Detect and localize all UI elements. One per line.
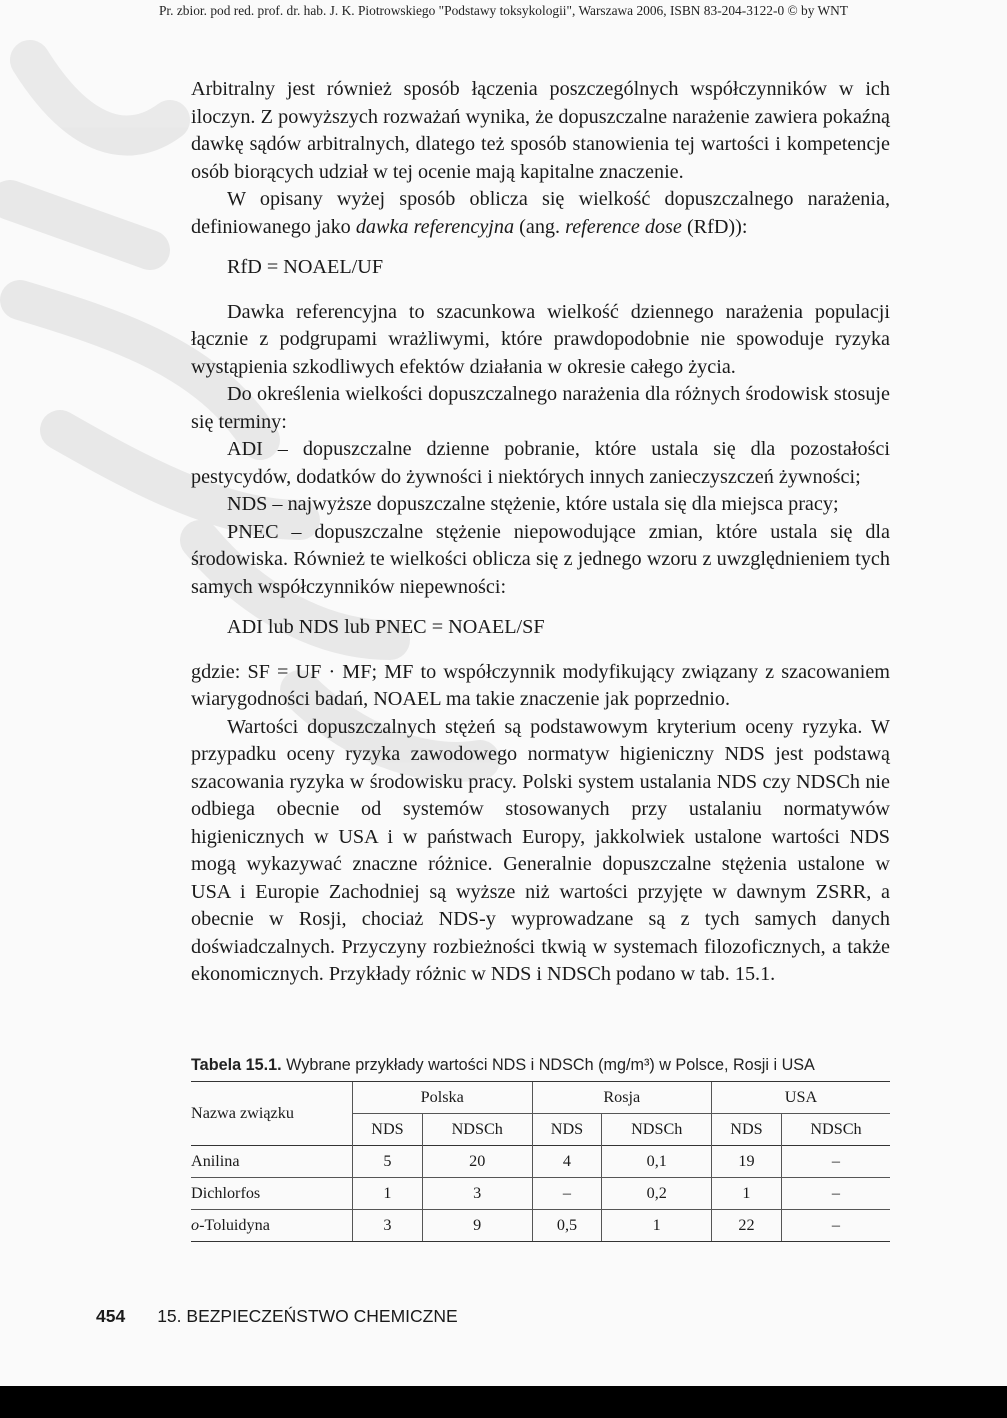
table-cell: 0,1 — [602, 1146, 712, 1178]
table-cell: 0,5 — [532, 1210, 602, 1242]
watermark-stroke — [30, 60, 170, 136]
paragraph: Wartości dopuszczalnych stężeń są podstawowym kryterium oceny ryzyka. W przypadku oceny ryzyka zawodowego normatyw higieniczny NDS jest podstawą szacowania ryzyka w środowisku pracy. Polski system ustalania NDS czy NDSCh nie odbiega obecnie od systemów stosowanych przy ustalaniu normatywów higienicznych w USA i w państwach Europy, jakkolwiek ustalone wartości NDS mogą wykazywać znaczne różnice. Generalnie dopuszczalne stężenia ustalone w USA i Europie Zachodniej są wyższe niż wartości przyjęte w dawnym ZSRR, a obecnie w Rosji, chociaż NDS-y wyprowadzane są z tych samych danych doświadczalnych. Przyczyny rozbieżności tkwią w systemach filozoficznych, a także ekonomicznych. Przykłady różnic w NDS i NDSCh podano w tab. 15.1. — [191, 715, 890, 985]
table-cell: – — [781, 1146, 890, 1178]
paragraph: Dawka referencyjna to szacunkowa wielkość dziennego narażenia populacji łącznie z podgrupami wrażliwymi, które prawdopodobnie nie spowoduje ryzyka wystąpienia szkodliwych efektów działania w okresie całego życia. — [191, 300, 890, 378]
compound-name: o-Toluidyna — [191, 1210, 353, 1242]
table-row — [191, 1146, 890, 1178]
paragraph: Do określenia wielkości dopuszczalnego narażenia dla różnych środowisk stosuje się terminy: — [191, 383, 890, 433]
paragraph: gdzie: SF = UF · MF; MF to współczynnik modyfikujący związany z szacowaniem wiarygodności badań, NOAEL ma takie znaczenie jak poprzednio. — [191, 660, 890, 710]
subheader: NDS — [712, 1114, 782, 1146]
subheader: NDSCh — [781, 1114, 890, 1146]
table-cell: 3 — [422, 1178, 532, 1210]
table-cell: 3 — [353, 1210, 423, 1242]
group-header: Rosja — [532, 1082, 712, 1114]
group-header: USA — [712, 1082, 891, 1114]
paragraph-rfd-definition: W opisany wyżej sposób oblicza się wielkość dopuszczalnego narażenia, definiowanego jako dawka referencyjna (ang. reference dose (RfD)): — [191, 188, 890, 238]
main-text — [191, 76, 890, 989]
definition-adi: ADI – dopuszczalne dzienne pobranie, które ustala się dla pozostałości pestycydów, dodatków do żywności i niektórych innych zanieczyszczeń żywności; — [191, 438, 890, 488]
table-cell: 22 — [712, 1210, 782, 1242]
subheader: NDSCh — [422, 1114, 532, 1146]
definition-nds: NDS – najwyższe dopuszczalne stężenie, które ustala się dla miejsca pracy; — [227, 493, 839, 515]
table-cell: – — [532, 1178, 602, 1210]
watermark-stroke — [10, 200, 150, 250]
subheader: NDS — [353, 1114, 423, 1146]
formula-adi: ADI lub NDS lub PNEC = NOAEL/SF — [227, 616, 545, 638]
compound-name: Dichlorfos — [191, 1178, 353, 1210]
running-header: Pr. zbior. pod red. prof. dr. hab. J. K. Piotrowskiego "Podstawy toksykologii", Warszawa 2006, ISBN 83-204-3122-0 © by WNT — [158, 3, 848, 18]
table-cell: 5 — [353, 1146, 423, 1178]
table-cell: 4 — [532, 1146, 602, 1178]
compound-name: Anilina — [191, 1146, 353, 1178]
column-header-compound: Nazwa związku — [191, 1082, 353, 1146]
table-15-1 — [191, 1056, 890, 1242]
table-cell: 9 — [422, 1210, 532, 1242]
paragraph: Arbitralny jest również sposób łączenia poszczególnych współczynników w ich iloczyn. Z powyższych rozważań wynika, że dopuszczalne narażenie zawiera pokaźną dawkę sądów arbitralnych, dlatego też sposób stanowienia tej wartości i kompetencje osób biorących udział w tej ocenie mają kapitalne znaczenie. — [191, 78, 890, 183]
chapter-title: 15. BEZPIECZEŃSTWO CHEMICZNE — [157, 1306, 458, 1326]
table-cell: 1 — [712, 1178, 782, 1210]
table-caption: Tabela 15.1. Wybrane przykłady wartości NDS i NDSCh (mg/m³) w Polsce, Rosji i USA — [191, 1056, 815, 1074]
table-cell: – — [781, 1210, 890, 1242]
group-header: Polska — [353, 1082, 533, 1114]
page-number: 454 — [96, 1306, 126, 1326]
table-cell: 20 — [422, 1146, 532, 1178]
table-cell: 19 — [712, 1146, 782, 1178]
definition-pnec: PNEC – dopuszczalne stężenie niepowodujące zmian, które ustala się dla środowiska. Również te wielkości oblicza się z jednego wzoru z uwzględnieniem tych samych współczynników niepewności: — [191, 520, 890, 598]
formula-rfd: RfD = NOAEL/UF — [227, 256, 384, 278]
subheader: NDS — [532, 1114, 602, 1146]
table-row — [191, 1178, 890, 1210]
table-cell: – — [781, 1178, 890, 1210]
table-cell: 0,2 — [602, 1178, 712, 1210]
nds-table — [191, 1081, 890, 1242]
table-cell: 1 — [602, 1210, 712, 1242]
table-cell: 1 — [353, 1178, 423, 1210]
table-row — [191, 1210, 890, 1242]
subheader: NDSCh — [602, 1114, 712, 1146]
page-footer — [96, 1306, 458, 1327]
